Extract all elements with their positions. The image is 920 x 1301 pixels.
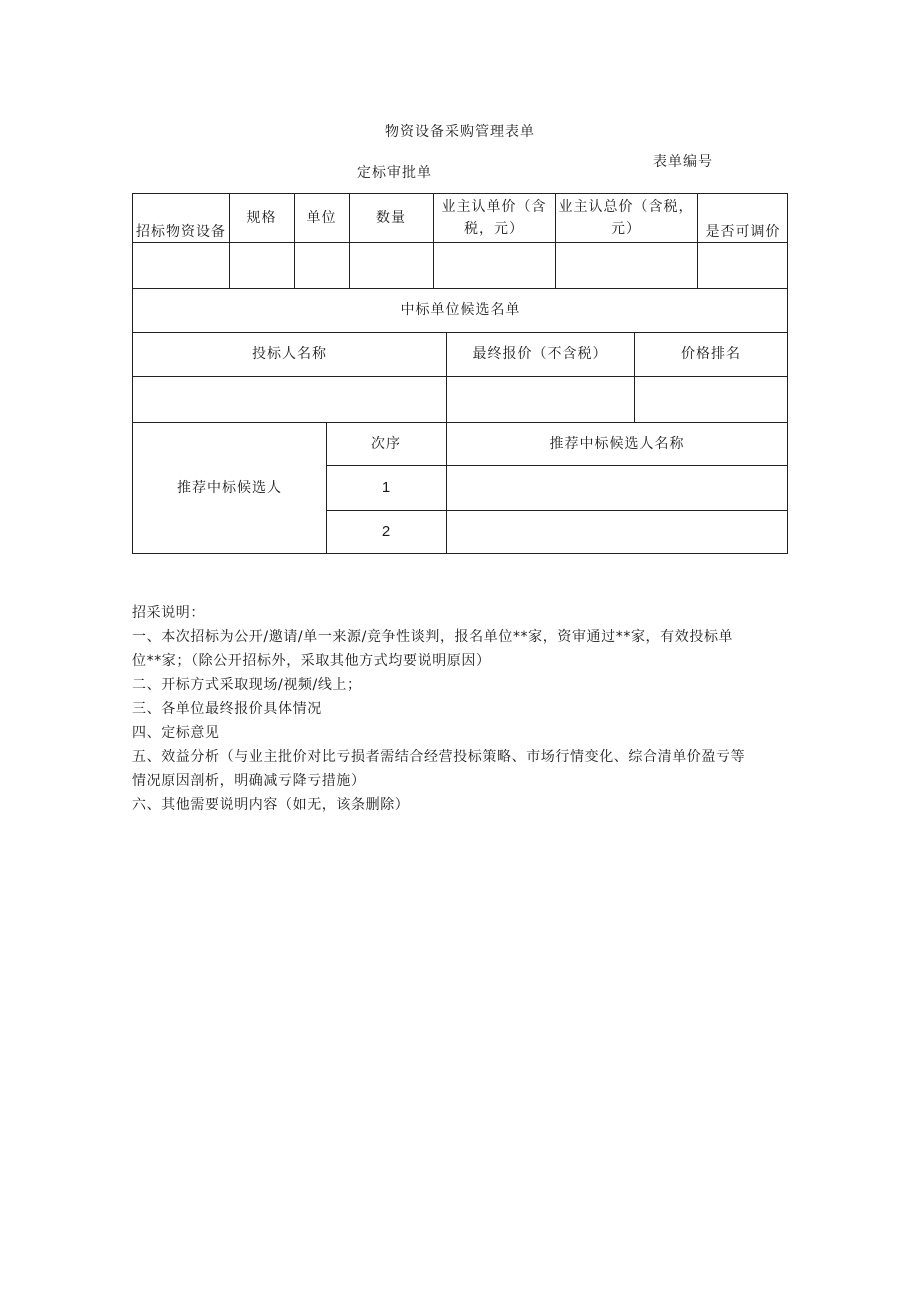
header-adjustable: 是否可调价 [705,223,781,240]
header-recommend-name: 推荐中标候选人名称 [549,435,685,452]
header-order: 次序 [371,435,401,452]
note-line: 五、效益分析（与业主批价对比亏损者需结合经营投标策略、市场行情变化、综合清单价盈亏等 [132,749,746,765]
notes-heading: 招采说明： [132,605,205,621]
header-total-price [555,196,697,240]
header-material: 招标物资设备 [136,223,226,240]
header-price-rank: 价格排名 [681,346,741,362]
note-line: 三、各单位最终报价具体情况 [132,701,322,717]
candidate-list-title: 中标单位候选名单 [400,302,521,318]
note-line: 情况原因剖析，明确减亏降亏措施） [132,773,366,789]
header-unit-price-line1: 业主认单价（含 [441,199,547,215]
order-1: 1 [381,478,391,496]
note-line: 一、本次招标为公开/邀请/单一来源/竞争性谈判，报名单位**家，资审通过**家，有效投标单 [132,629,734,645]
note-line: 六、其他需要说明内容（如无，该条删除） [132,797,410,813]
approval-table [132,193,788,554]
procurement-notes [132,601,792,817]
note-line: 位**家；（除公开招标外，采取其他方式均要说明原因） [132,653,491,669]
header-total-price-line1: 业主认总价（含税， [558,199,694,215]
table-rule [133,242,788,243]
approval-form-label: 定标审批单 [357,165,432,181]
header-quantity: 数量 [376,210,406,226]
header-spec: 规格 [246,210,277,226]
order-2: 2 [381,523,391,540]
page-title: 物资设备采购管理表单 [385,124,535,140]
note-line: 四、定标意见 [132,725,220,741]
form-number-label: 表单编号 [653,154,713,170]
table-rule [133,376,788,377]
note-line: 二、开标方式采取现场/视频/线上； [132,677,362,693]
header-unit: 单位 [306,210,337,226]
header-bidder-name: 投标人名称 [252,346,327,362]
header-final-quote: 最终报价（不含税） [472,346,608,362]
recommend-candidate-label: 推荐中标候选人 [177,480,282,496]
header-unit-price [433,196,555,240]
header-total-price-line2: 元） [611,221,641,237]
header-unit-price-line2: 税，元） [464,221,524,237]
